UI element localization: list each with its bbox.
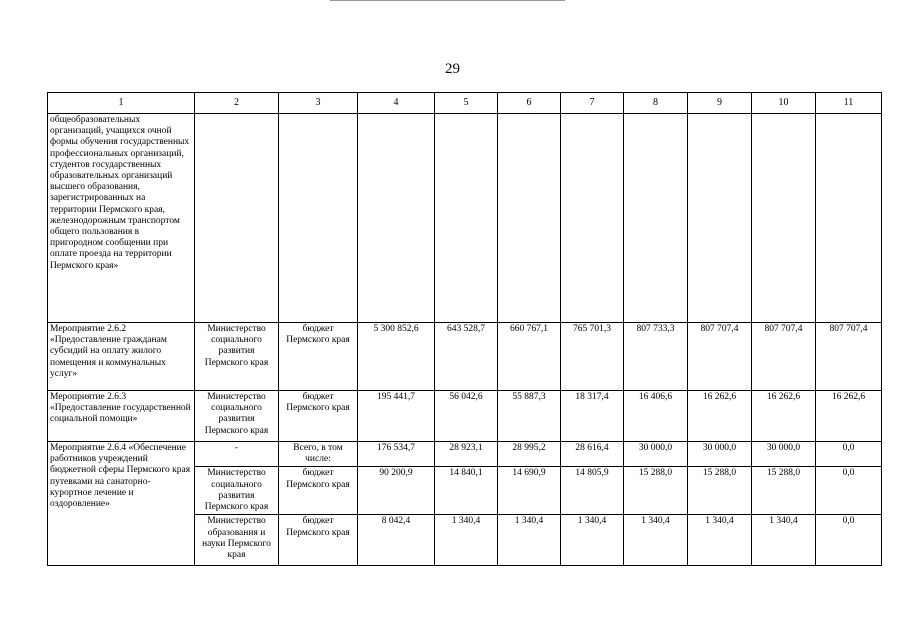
value-cell: 15 288,0 bbox=[624, 467, 688, 515]
value-cell: 1 340,4 bbox=[498, 515, 561, 566]
value-cell: 1 340,4 bbox=[624, 515, 688, 566]
column-header: 5 bbox=[435, 93, 498, 114]
value-cell: 14 805,9 bbox=[561, 467, 624, 515]
column-header: 6 bbox=[498, 93, 561, 114]
value-cell: 1 340,4 bbox=[435, 515, 498, 566]
value-cell: 1 340,4 bbox=[561, 515, 624, 566]
source-cell: бюджет Пермского края bbox=[279, 515, 358, 566]
measure-name-cell: Мероприятие 2.6.2 «Предоставление гражданам субсидий на оплату жилого помещения и коммунальных услуг» bbox=[48, 323, 195, 391]
value-cell: 5 300 852,6 bbox=[358, 323, 435, 391]
value-cell: 0,0 bbox=[816, 442, 882, 467]
budget-table bbox=[47, 92, 882, 566]
value-cell: 16 262,6 bbox=[816, 391, 882, 442]
measure-name-cell: общеобразовательных организаций, учащихся очной формы обучения государственных профессиональных организаций, студентов государственных образовательных организаций высшего образования, зарегистрированных на территории Пермского края, железнодорожным транспортом общего пользования в пригородном сообщении при оплате проезда на территории Пермского края» bbox=[48, 114, 195, 323]
value-cell: 807 707,4 bbox=[688, 323, 752, 391]
column-header: 4 bbox=[358, 93, 435, 114]
column-header: 7 bbox=[561, 93, 624, 114]
executor-cell bbox=[195, 114, 279, 323]
source-cell: бюджет Пермского края bbox=[279, 391, 358, 442]
executor-cell: Министерство образования и науки Пермского края bbox=[195, 515, 279, 566]
value-cell: 643 528,7 bbox=[435, 323, 498, 391]
source-cell: Всего, в том числе: bbox=[279, 442, 358, 467]
value-cell bbox=[688, 114, 752, 323]
value-cell: 8 042,4 bbox=[358, 515, 435, 566]
value-cell: 0,0 bbox=[816, 515, 882, 566]
executor-cell: Министерство социального развития Пермского края bbox=[195, 323, 279, 391]
value-cell bbox=[816, 114, 882, 323]
value-cell: 14 840,1 bbox=[435, 467, 498, 515]
value-cell: 1 340,4 bbox=[752, 515, 816, 566]
value-cell: 807 733,3 bbox=[624, 323, 688, 391]
measure-name-cell: Мероприятие 2.6.4 «Обеспечение работников учреждений бюджетной сферы Пермского края путевками на санаторно-курортное лечение и оздоровление» bbox=[48, 442, 195, 566]
value-cell: 807 707,4 bbox=[816, 323, 882, 391]
table-row bbox=[48, 442, 882, 467]
value-cell: 28 995,2 bbox=[498, 442, 561, 467]
column-header: 1 bbox=[48, 93, 195, 114]
value-cell: 15 288,0 bbox=[688, 467, 752, 515]
value-cell: 807 707,4 bbox=[752, 323, 816, 391]
value-cell: 30 000,0 bbox=[752, 442, 816, 467]
value-cell bbox=[624, 114, 688, 323]
value-cell: 30 000,0 bbox=[624, 442, 688, 467]
top-rule bbox=[330, 0, 565, 1]
value-cell: 0,0 bbox=[816, 467, 882, 515]
column-header: 9 bbox=[688, 93, 752, 114]
table-row bbox=[48, 323, 882, 391]
value-cell: 765 701,3 bbox=[561, 323, 624, 391]
header-row bbox=[48, 93, 882, 114]
source-cell: бюджет Пермского края bbox=[279, 323, 358, 391]
value-cell: 195 441,7 bbox=[358, 391, 435, 442]
value-cell: 56 042,6 bbox=[435, 391, 498, 442]
column-header: 11 bbox=[816, 93, 882, 114]
source-cell bbox=[279, 114, 358, 323]
table-row bbox=[48, 114, 882, 323]
measure-name-cell: Мероприятие 2.6.3 «Предоставление государственной социальной помощи» bbox=[48, 391, 195, 442]
column-header: 8 bbox=[624, 93, 688, 114]
column-header: 2 bbox=[195, 93, 279, 114]
value-cell: 55 887,3 bbox=[498, 391, 561, 442]
value-cell: 1 340,4 bbox=[688, 515, 752, 566]
value-cell bbox=[435, 114, 498, 323]
value-cell: 16 262,6 bbox=[688, 391, 752, 442]
value-cell: 14 690,9 bbox=[498, 467, 561, 515]
value-cell: 15 288,0 bbox=[752, 467, 816, 515]
executor-cell: - bbox=[195, 442, 279, 467]
value-cell: 30 000,0 bbox=[688, 442, 752, 467]
executor-cell: Министерство социального развития Пермского края bbox=[195, 391, 279, 442]
value-cell: 16 262,6 bbox=[752, 391, 816, 442]
column-header: 10 bbox=[752, 93, 816, 114]
value-cell: 90 200,9 bbox=[358, 467, 435, 515]
value-cell: 18 317,4 bbox=[561, 391, 624, 442]
value-cell: 16 406,6 bbox=[624, 391, 688, 442]
table-row bbox=[48, 391, 882, 442]
value-cell: 28 616,4 bbox=[561, 442, 624, 467]
value-cell bbox=[561, 114, 624, 323]
value-cell: 660 767,1 bbox=[498, 323, 561, 391]
executor-cell: Министерство социального развития Пермского края bbox=[195, 467, 279, 515]
page-number: 29 bbox=[445, 61, 460, 77]
value-cell bbox=[498, 114, 561, 323]
source-cell: бюджет Пермского края bbox=[279, 467, 358, 515]
value-cell: 176 534,7 bbox=[358, 442, 435, 467]
column-header: 3 bbox=[279, 93, 358, 114]
value-cell bbox=[752, 114, 816, 323]
value-cell: 28 923,1 bbox=[435, 442, 498, 467]
value-cell bbox=[358, 114, 435, 323]
